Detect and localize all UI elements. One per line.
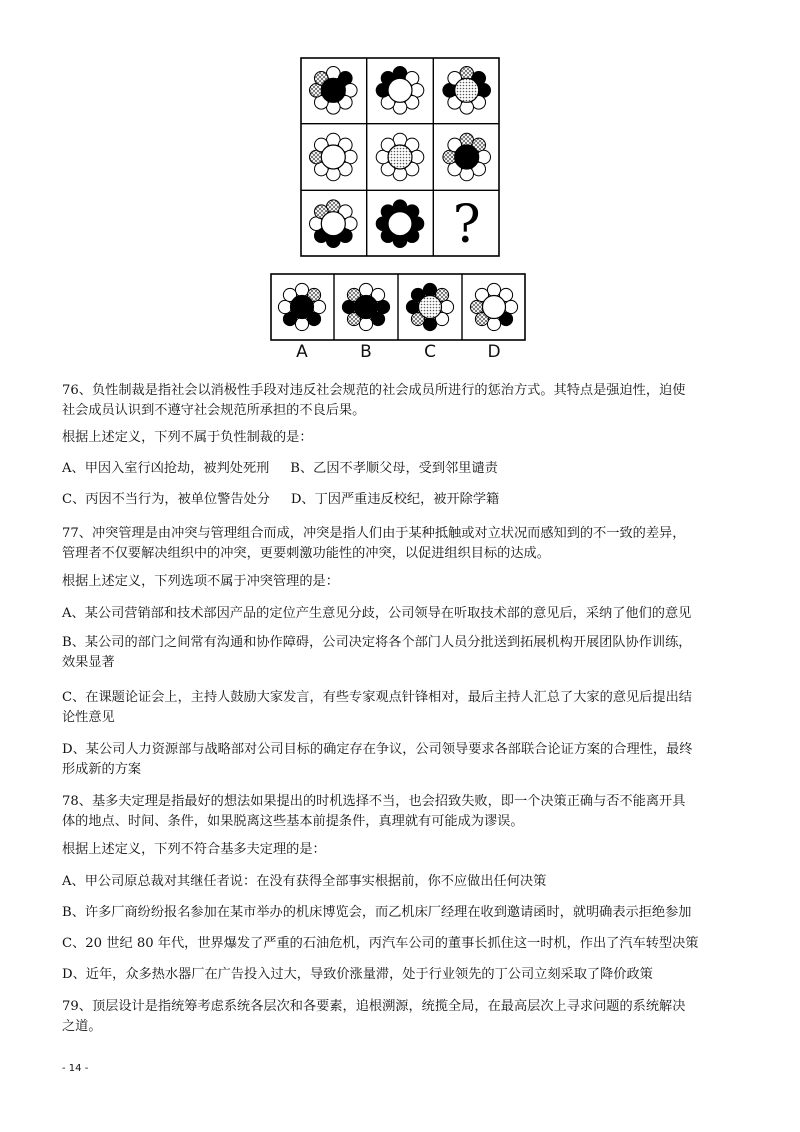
grid-flower-6 (443, 133, 491, 181)
flower-center (388, 78, 412, 102)
option-flower-c (406, 283, 453, 330)
flower-center (483, 296, 506, 319)
flower-center (321, 212, 345, 236)
q76-stem: 76、负性制裁是指社会以消极性手段对违反社会规范的社会成员所进行的惩治方式。其特点是强迫性，迫使 社会成员认识到不遵守社会规范所承担的不良后果。 (62, 383, 686, 418)
question-mark: ? (452, 195, 481, 255)
petal (487, 283, 500, 296)
flower-center (321, 78, 345, 102)
q78-option-a: A、甲公司原总裁对其继任者说：在没有获得全部事实根据前，你不应做出任何决策 (62, 874, 547, 889)
option-label-b[interactable]: B (360, 342, 372, 362)
petal (504, 300, 517, 313)
flower-center (388, 145, 412, 169)
q76-prompt: 根据上述定义，下列不属于负性制裁的是： (62, 430, 313, 445)
petal (423, 283, 436, 296)
petal (470, 300, 483, 313)
option-flower-a (278, 283, 325, 330)
q77-prompt: 根据上述定义，下列选项不属于冲突管理的是： (62, 574, 339, 589)
petal (376, 300, 389, 313)
q78-prompt: 根据上述定义，下列不符合基多夫定理的是： (62, 842, 326, 857)
grid-flower-1 (310, 67, 358, 115)
grid-flower-4 (310, 133, 358, 181)
grid-flower-8 (376, 200, 424, 248)
petal (359, 283, 372, 296)
q77-option-d: D、某公司人力资源部与战略部对公司目标的确定存在争议，公司领导要求各部联合论证方案的合理性，最终 形成新的方案 (62, 742, 693, 777)
petal (342, 300, 355, 313)
petal (278, 300, 291, 313)
q77-option-a: A、某公司营销部和技术部因产品的定位产生意见分歧，公司领导在听取技术部的意见后，采纳了他们的意见 (62, 606, 692, 621)
option-flower-d (470, 283, 517, 330)
option-label-a[interactable]: A (296, 342, 308, 362)
grid-flower-2 (376, 67, 424, 115)
q76-options-cd: C、丙因不当行为，被单位警告处分 D、丁因严重违反校纪，被开除学籍 (62, 492, 500, 507)
petal (406, 300, 419, 313)
option-label-d[interactable]: D (487, 342, 501, 362)
q78-option-d: D、近年，众多热水器厂在广告投入过大，导致价涨量滞，处于行业领先的丁公司立刻采取了降价政策 (62, 967, 653, 982)
flower-center (455, 145, 479, 169)
q76-options-ab: A、甲因入室行凶抢劫，被判处死刑 B、乙因不孝顺父母，受到邻里谴责 (62, 461, 498, 476)
q78-option-c: C、20 世纪 80 年代，世界爆发了严重的石油危机，丙汽车公司的董事长抓住这一时机，作出了汽车转型决策 (62, 936, 699, 951)
flower-center (419, 296, 442, 319)
q78-option-b: B、许多厂商纷纷报名参加在某市举办的机床博览会，而乙机床厂经理在收到邀请函时，就明确表示拒绝参加 (62, 905, 692, 920)
grid-flower-3 (443, 67, 491, 115)
option-flower-b (342, 283, 389, 330)
flower-center (291, 296, 314, 319)
flower-center (388, 212, 412, 236)
q79-stem: 79、顶层设计是指统筹考虑系统各层次和各要素，追根溯源，统揽全局，在最高层次上寻求问题的系统解决 之道。 (62, 999, 686, 1034)
petal (295, 317, 308, 330)
option-label-c[interactable]: C (424, 342, 436, 362)
q77-stem: 77、冲突管理是由冲突与管理组合而成，冲突是指人们由于某种抵触或对立状况而感知到的不一致的差异， 管理者不仅要解决组织中的冲突，更要刺激功能性的冲突，以促进组织目标的达成。 (62, 526, 686, 561)
puzzle-grid (300, 57, 500, 257)
option-labels (270, 342, 526, 364)
petal (423, 317, 436, 330)
answer-options (270, 273, 526, 341)
q77-option-c: C、在课题论证会上，主持人鼓励大家发言，有些专家观点针锋相对，最后主持人汇总了大家的意见后提出结 论性意见 (62, 690, 692, 725)
flower-center (455, 78, 479, 102)
page-number: - 14 - (62, 1063, 89, 1074)
grid-flower-7 (310, 200, 358, 248)
petal (440, 300, 453, 313)
petal (359, 317, 372, 330)
flower-center (321, 145, 345, 169)
petal (487, 317, 500, 330)
q77-option-b: B、某公司的部门之间常有沟通和协作障碍，公司决定将各个部门人员分批送到拓展机构开展团队协作训练， 效果显著 (62, 635, 692, 670)
grid-flower-5 (376, 133, 424, 181)
q78-stem: 78、基多夫定理是指最好的想法如果提出的时机选择不当，也会招致失败，即一个决策正确与否不能离开具 体的地点、时间、条件，如果脱离这些基本前提条件，真理就有可能成为谬误。 (62, 794, 686, 829)
flower-center (355, 296, 378, 319)
petal (295, 283, 308, 296)
petal (312, 300, 325, 313)
